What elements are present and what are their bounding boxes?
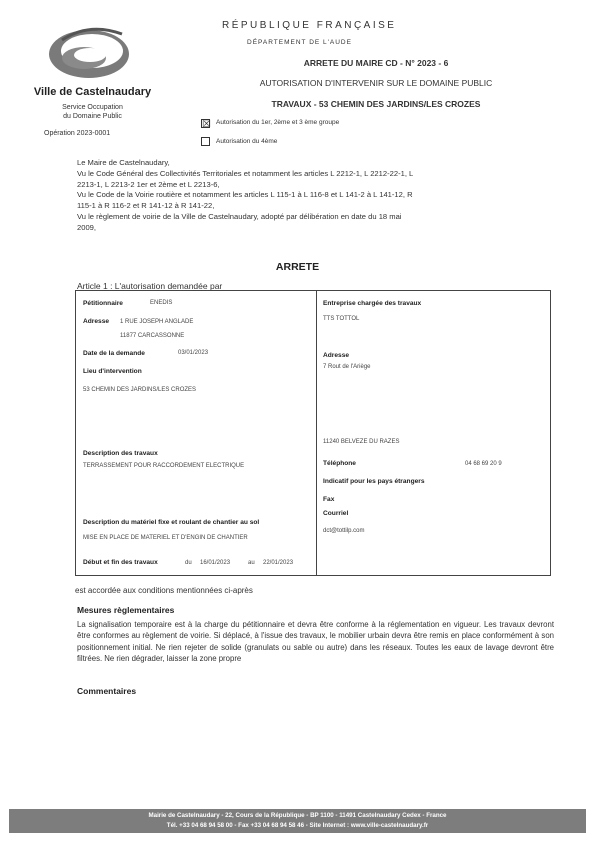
entreprise-adresse-label: Adresse — [323, 352, 350, 359]
adresse-line1: 1 RUE JOSEPH ANGLADE — [120, 319, 194, 325]
entreprise-label: Entreprise chargée des travaux — [323, 300, 422, 307]
description-value: TERRASSEMENT POUR RACCORDEMENT ELECTRIQUE — [83, 463, 245, 469]
travaux-title: TRAVAUX - 53 CHEMIN DES JARDINS/LES CROZES — [271, 99, 481, 109]
mesures-text: La signalisation temporaire est à la charge du pétitionnaire et devra être conforme à la réglementation en vigueur. Les travaux devront être conformes au règlement de voirie. Si déplacé, à l'issue des travaux, le mobilier urbain devra être remis en place conformément à son positionnement initial. Ne rien rejeter de solide (granulats ou sable ou autre) dans les réseaux. Toutes les eaux de lavage devront être filtrées. Ne rien dégrader, laisser la zone propre — [77, 620, 554, 664]
debut-fin-label: Début et fin des travaux — [83, 559, 158, 566]
description-label: Description des travaux — [83, 450, 158, 457]
city-logo — [44, 20, 134, 82]
indicatif-label: Indicatif pour les pays étrangers — [323, 478, 425, 485]
lieu-label: Lieu d'intervention — [83, 368, 142, 375]
du-label: du — [185, 560, 192, 566]
group-1-3-checkbox[interactable]: ☒ — [202, 119, 211, 130]
footer-address: Mairie de Castelnaudary - 22, Cours de la République - BP 1100 - 11491 Castelnaudary Cedex - France — [148, 812, 447, 819]
group-4-checkbox[interactable] — [201, 137, 210, 146]
materiel-value: MISE EN PLACE DE MATERIEL ET D'ENGIN DE CHANTIER — [83, 535, 248, 541]
operation-number: Opération 2023-0001 — [44, 130, 111, 137]
date-demande-label: Date de la demande — [83, 350, 145, 357]
adresse-label: Adresse — [83, 318, 110, 325]
footer — [9, 809, 586, 833]
entreprise-value: TTS TOTTOL — [323, 316, 360, 322]
department-heading: DÉPARTEMENT DE L'AUDE — [247, 39, 352, 46]
date-debut: 16/01/2023 — [200, 560, 231, 566]
courriel-value: dct@tottilp.com — [323, 528, 365, 534]
authorization-subtitle: AUTORISATION D'INTERVENIR SUR LE DOMAINE PUBLIC — [259, 78, 493, 88]
city-name: Ville de Castelnaudary — [33, 86, 152, 98]
courriel-label: Courriel — [323, 510, 349, 517]
petitionnaire-value: ENEDIS — [150, 300, 173, 306]
petitionnaire-label: Pétitionnaire — [83, 300, 123, 307]
telephone-label: Téléphone — [323, 460, 356, 467]
service-name: Service Occupation du Domaine Public — [62, 104, 123, 120]
lieu-value: 53 CHEMIN DES JARDINS/LES CROZES — [83, 387, 197, 393]
entreprise-cp-ville: 11240 BELVEZE DU RAZES — [323, 439, 400, 445]
commentaires-title: Commentaires — [77, 686, 137, 696]
adresse-line2: 11877 CARCASSONNE — [120, 333, 185, 339]
accordee-text: est accordée aux conditions mentionnées ci-après — [75, 586, 253, 595]
date-fin: 22/01/2023 — [263, 560, 294, 566]
au-label: au — [248, 560, 255, 566]
fax-label: Fax — [323, 496, 335, 503]
article-1: Article 1 : L'autorisation demandée par — [77, 281, 223, 291]
legal-preamble: Le Maire de Castelnaudary, Vu le Code Général des Collectivités Territoriales et notamment les articles L 2212-1, L 2212-22-1, L 2213-1, L 2213-2 1er et 2ème et L 2213-6, Vu le Code de la Voirie routière et notamment les articles L 115-1 à L 116-8 et L 141-2 à L 141-12, R 115-1 à R 116-2 et R 141-12 à R 141-22, Vu le règlement de voirie de la Ville de Castelnaudary, adopté par délibération en date du 18 mai 2009, — [77, 158, 414, 232]
footer-contact: Tél. +33 04 68 94 58 00 - Fax +33 04 68 94 58 46 - Site Internet : www.ville-castelnaudary.fr — [166, 822, 429, 829]
arrete-title: ARRETE DU MAIRE CD - N° 2023 - 6 — [303, 58, 449, 68]
materiel-label: Description du matériel fixe et roulant de chantier au sol — [83, 519, 260, 526]
column-divider — [316, 290, 317, 576]
date-demande-value: 03/01/2023 — [178, 350, 209, 356]
telephone-value: 04 68 69 20 9 — [465, 461, 502, 467]
republic-heading: RÉPUBLIQUE FRANÇAISE — [222, 20, 397, 31]
mesures-title: Mesures règlementaires — [77, 605, 175, 615]
group-1-3-label: Autorisation du 1er, 2ème et 3 ème groupe — [216, 119, 340, 126]
entreprise-adresse-value: 7 Rout de l'Ariège — [323, 364, 371, 370]
arrete-heading: ARRETE — [275, 261, 320, 273]
group-4-label: Autorisation du 4ème — [216, 138, 278, 145]
